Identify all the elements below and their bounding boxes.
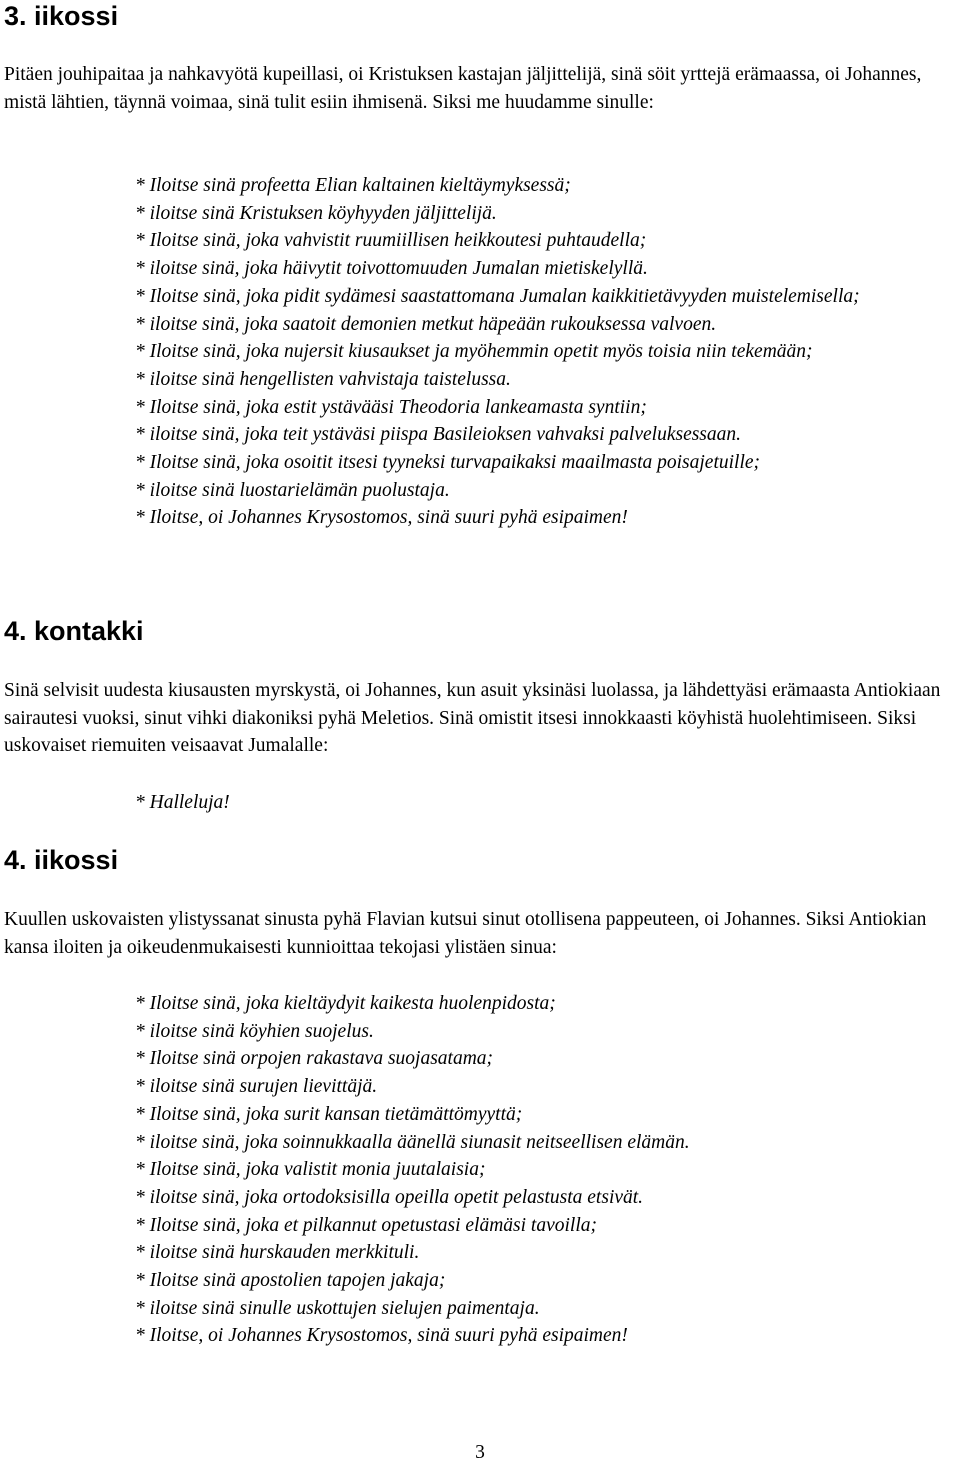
page-number: 3 xyxy=(475,1442,485,1463)
verse-line: * iloitse sinä, joka häivytit toivottomuuden Jumalan mietiskelyllä. xyxy=(135,258,648,280)
verse-line: * Iloitse, oi Johannes Krysostomos, sinä suuri pyhä esipaimen! xyxy=(135,1325,628,1347)
verse-line: * Iloitse sinä, joka et pilkannut opetustasi elämäsi tavoilla; xyxy=(135,1214,597,1236)
verse-line: * Halleluja! xyxy=(135,792,230,813)
verse-line: * iloitse sinä hengellisten vahvistaja taistelussa. xyxy=(135,368,511,390)
verse-line: * Iloitse sinä, joka kieltäydyit kaikesta huolenpidosta; xyxy=(135,993,556,1014)
verse-line: * Iloitse sinä, joka nujersit kiusaukset ja myöhemmin opetit myös toisia niin tekemään; xyxy=(135,341,813,363)
section-paragraph-4-kontakki: Sinä selvisit uudesta kiusausten myrskystä, oi Johannes, kun asuit yksinäsi luolassa, ja lähdettyäsi erämaasta Antiokiaan sairautesi vuoksi, sinut vihki diakoniksi pyhä Meletios. Sinä omistit itsesi innokkaasti köyhistä huolehtimiseen. Siksi uskovaiset riemuiten veisaavat Jumalalle: xyxy=(4,680,941,757)
verse-line: * iloitse sinä köyhien suojelus. xyxy=(135,1020,374,1042)
verse-line: * iloitse sinä hurskauden merkkituli. xyxy=(135,1242,420,1264)
verse-line: * Iloitse sinä, joka vahvistit ruumiillisen heikkoutesi puhtaudella; xyxy=(135,230,647,252)
verse-line: * iloitse sinä, joka saatoit demonien metkut häpeään rukouksessa valvoen. xyxy=(135,313,717,335)
verse-line: * iloitse sinä, joka ortodoksisilla opeilla opetit pelastusta etsivät. xyxy=(135,1186,644,1208)
verse-line: * Iloitse sinä, joka surit kansan tietämättömyyttä; xyxy=(135,1103,523,1125)
verse-line: * Iloitse sinä, joka osoitit itsesi tyyneksi turvapaikaksi maailmasta poisajetuille; xyxy=(135,452,761,474)
section-heading-4-kontakki: 4. kontakki xyxy=(4,616,144,646)
section-paragraph-3-iikossi: Pitäen jouhipaitaa ja nahkavyötä kupeillasi, oi Kristuksen kastajan jäljittelijä, sinä söit yrttejä erämaassa, oi Johannes, mistä lähtien, täynnä voimaa, sinä tulit esiin ihmisenä. Siksi me huudamme sinulle: xyxy=(4,64,922,113)
verse-line: * Iloitse sinä, joka valistit monia juutalaisia; xyxy=(135,1159,486,1181)
section-paragraph-4-iikossi: Kuullen uskovaisten ylistyssanat sinusta pyhä Flavian kutsui sinut otollisena pappeuteen, oi Johannes. Siksi Antiokian kansa iloiten ja oikeudenmukaisesti kunnioittaa tekojasi ylistäen sinua: xyxy=(4,909,927,958)
verse-line: * iloitse sinä, joka teit ystäväsi piispa Basileioksen vahvaksi palveluksessaan. xyxy=(135,424,742,446)
section-heading-4-iikossi: 4. iikossi xyxy=(4,845,119,875)
verse-line: * iloitse sinä surujen lievittäjä. xyxy=(135,1076,378,1098)
verse-line: * iloitse sinä luostarielämän puolustaja. xyxy=(135,479,450,501)
verse-list-3-iikossi xyxy=(135,172,925,532)
section-heading-3-iikossi: 3. iikossi xyxy=(4,1,119,31)
verse-line: * Iloitse sinä apostolien tapojen jakaja; xyxy=(135,1270,446,1292)
verse-list-4-iikossi xyxy=(135,990,925,1350)
verse-list-4-kontakki xyxy=(135,789,925,817)
verse-line: * Iloitse, oi Johannes Krysostomos, sinä suuri pyhä esipaimen! xyxy=(135,507,628,529)
verse-line: * iloitse sinä Kristuksen köyhyyden jäljittelijä. xyxy=(135,202,497,224)
verse-line: * Iloitse sinä orpojen rakastava suojasatama; xyxy=(135,1048,494,1070)
verse-line: * Iloitse sinä profeetta Elian kaltainen kieltäymyksessä; xyxy=(135,175,571,196)
verse-line: * Iloitse sinä, joka estit ystävääsi Theodoria lankeamasta syntiin; xyxy=(135,396,647,418)
verse-line: * iloitse sinä sinulle uskottujen sielujen paimentaja. xyxy=(135,1297,540,1319)
verse-line: * iloitse sinä, joka soinnukkaalla äänellä siunasit neitseellisen elämän. xyxy=(135,1131,690,1153)
verse-line: * Iloitse sinä, joka pidit sydämesi saastattomana Jumalan kaikkitietävyyden muistelemisella; xyxy=(135,285,860,307)
